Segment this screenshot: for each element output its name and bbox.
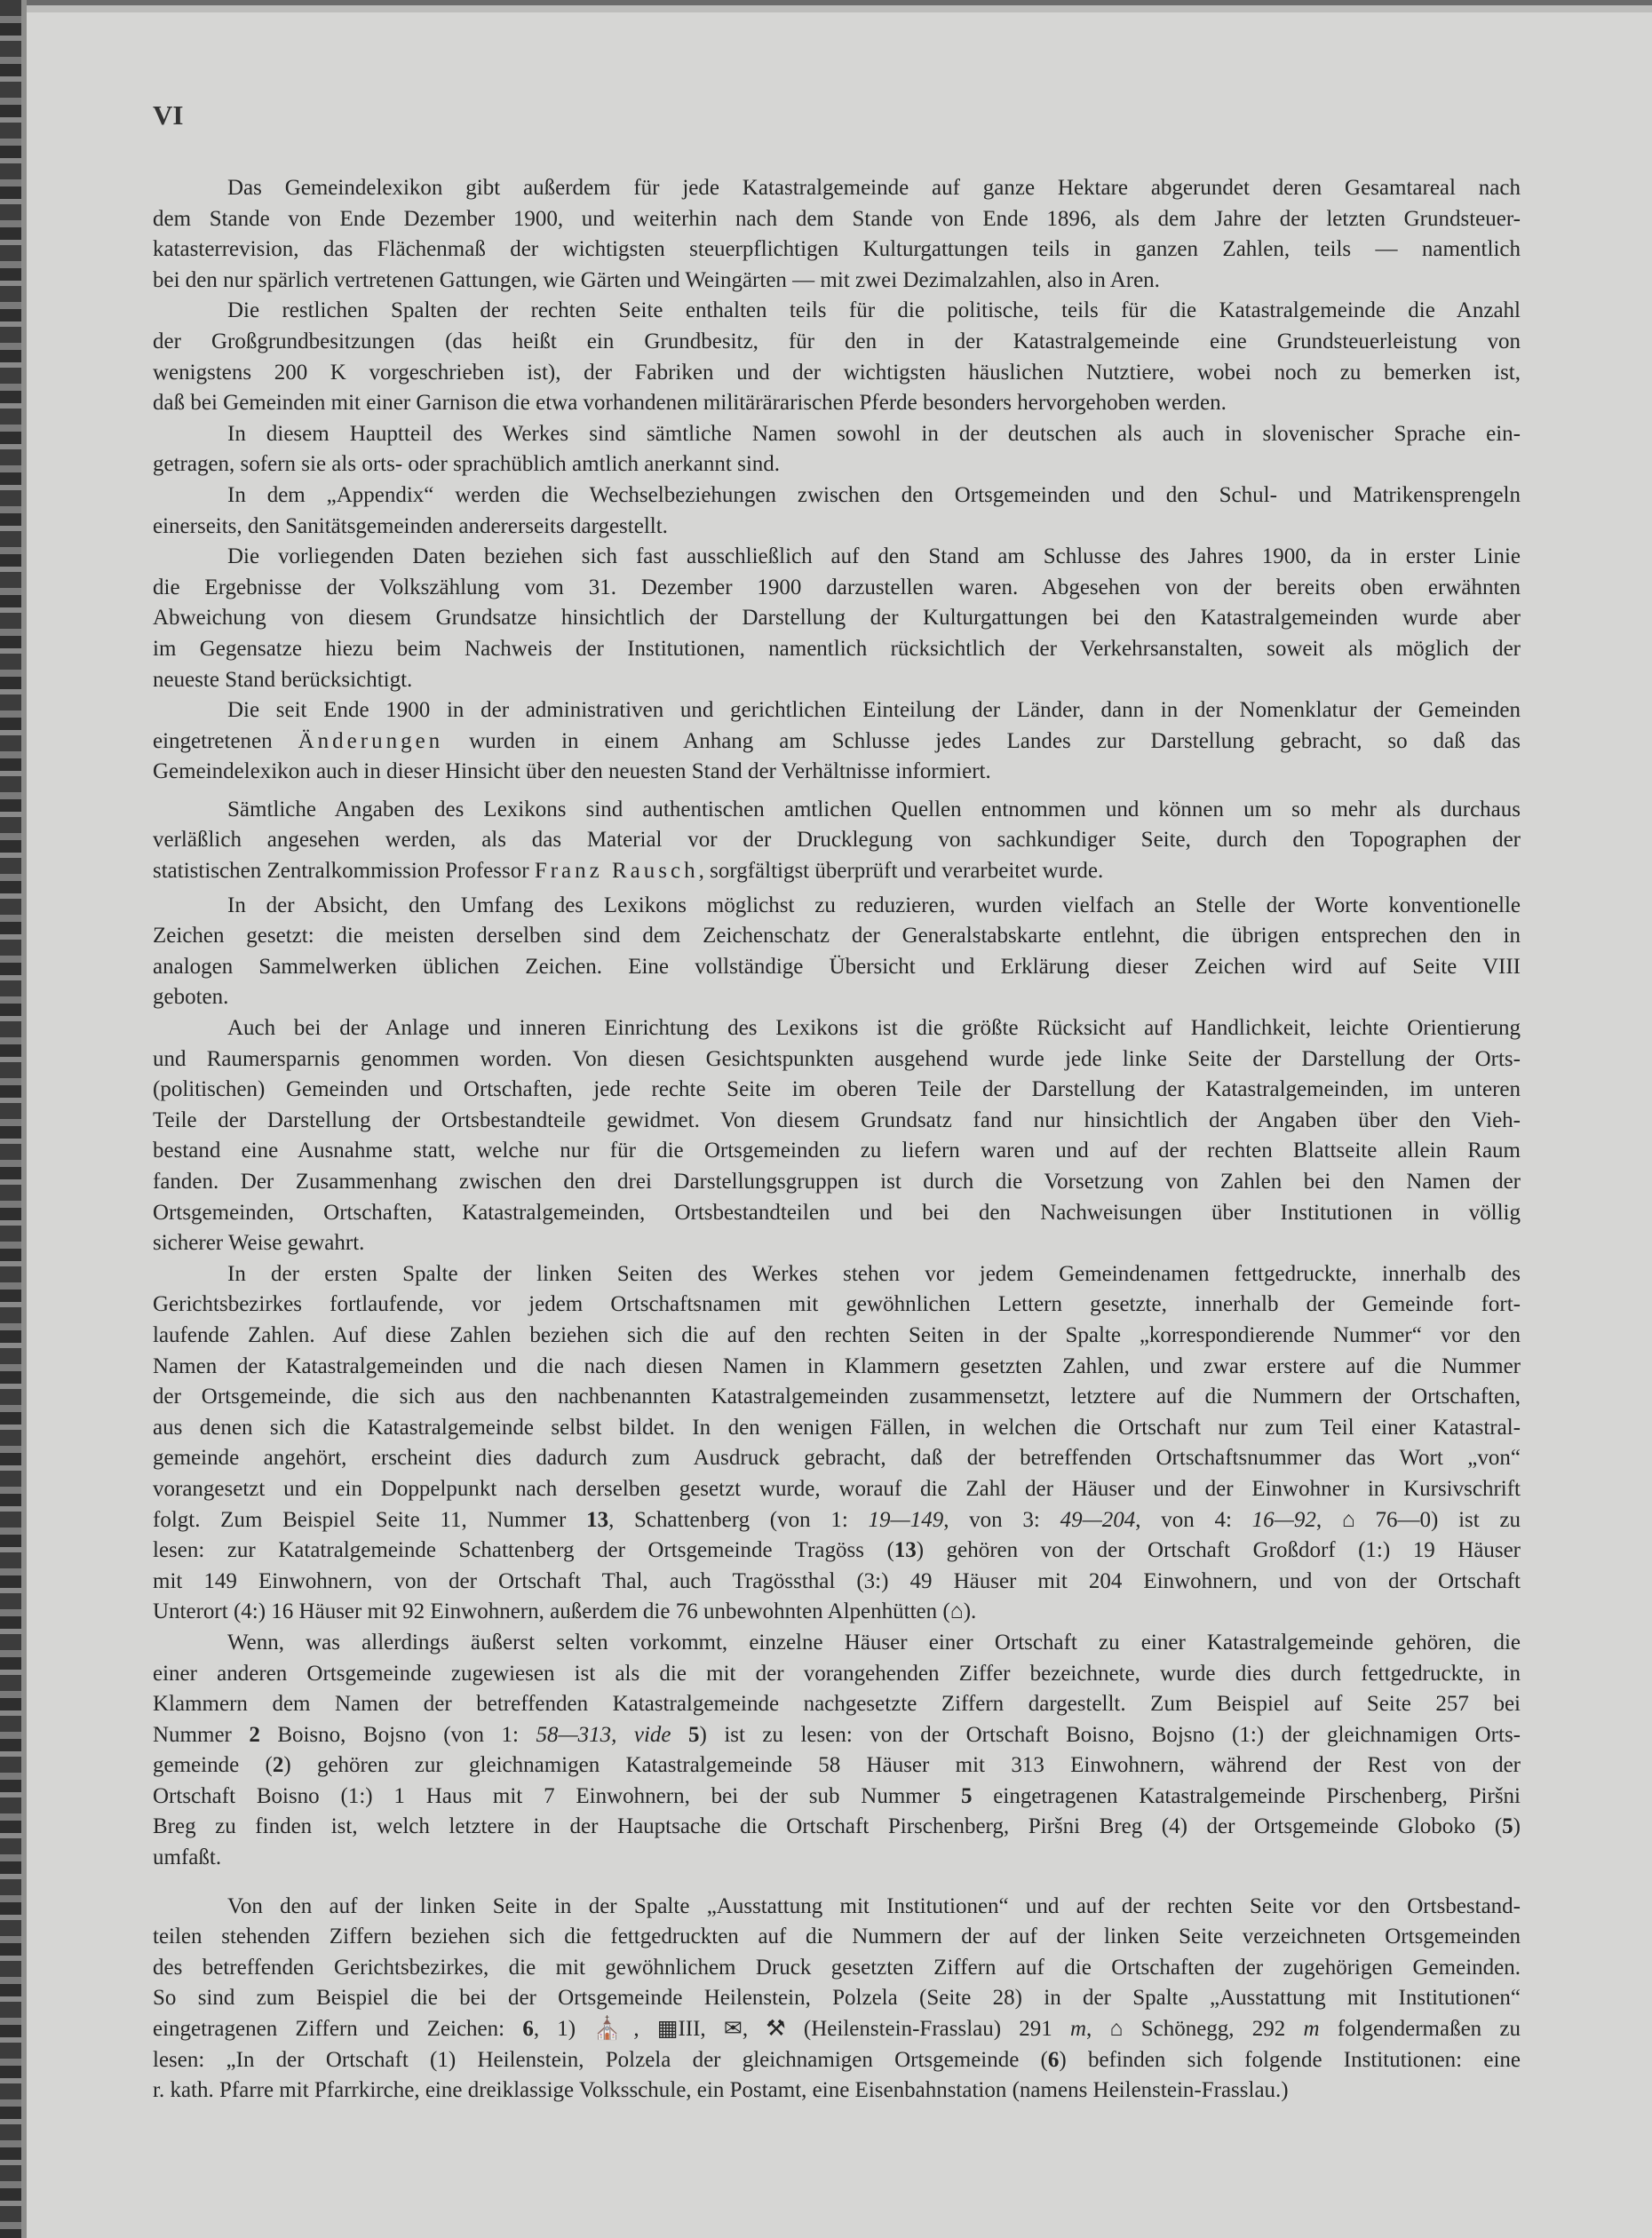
text-run: lesen: „In der Ortschaft (1) Heilenstein, Polzela der gleichnamigen Ortsgemeinde ( xyxy=(153,2047,1048,2072)
text-line: In diesem Hauptteil des Werkes sind sämtliche Namen sowohl in der deutschen als auch in slovenischer Sprache ein- xyxy=(227,421,1521,446)
text-line: katasterrevision, das Flächenmaß der wichtigsten steuerpflichtigen Kulturgattungen teils in ganzen Zahlen, teils — namentlich xyxy=(153,237,1521,262)
text-run: Ortschaft Boisno (1:) 1 Haus mit 7 Einwohnern, bei der sub Nummer xyxy=(153,1783,961,1808)
text-line: Die seit Ende 1900 in der administrativen und gerichtlichen Einteilung der Länder, dann in der Nomenklatur der Gemeinden xyxy=(227,698,1521,723)
text-line: des betreffenden Gerichtsbezirkes, die mit gewöhnlichem Druck gesetzten Ziffern auf die Ortschaften der zugehörigen Gemeinden. xyxy=(153,1955,1521,1980)
text-line: laufende Zahlen. Auf diese Zahlen beziehen sich die auf den rechten Seiten in der Spalte „korrespondierende Nummer“ vor den xyxy=(153,1322,1521,1347)
text-line: Teile der Darstellung der Ortsbestandteile gewidmet. Von diesem Grundsatz fand nur hinsichtlich der Angaben über den Vieh- xyxy=(153,1107,1521,1132)
bold-text: 6 xyxy=(1047,2047,1060,2072)
italic-text: 16—92 xyxy=(1251,1507,1316,1532)
bold-text: 13 xyxy=(894,1538,917,1563)
italic-text: m xyxy=(1069,2017,1087,2042)
text-run: eingetragenen Katastralgemeinde Pirschenberg, Piršni xyxy=(972,1783,1521,1808)
text-line xyxy=(153,1720,1521,1751)
paragraph xyxy=(153,296,1521,418)
bold-text: 5 xyxy=(688,1722,700,1747)
text-line: Gemeindelexikon auch in dieser Hinsicht über den neuesten Stand der Verhältnisse informiert. xyxy=(153,759,991,784)
text-line: teilen stehenden Ziffern beziehen sich die fettgedruckten auf die Nummern der auf der linken Seite verzeichneten Ortsgemeinden xyxy=(153,1925,1521,1949)
paragraph xyxy=(153,1259,1521,1628)
text-run: folgendermaßen zu xyxy=(1319,2017,1521,2042)
text-run: folgt. Zum Beispiel Seite 11, Nummer xyxy=(153,1507,587,1532)
text-line: getragen, sofern sie als orts- oder sprachüblich amtlich anerkannt sind. xyxy=(153,452,781,477)
spaced-text: Änderungen xyxy=(298,728,444,753)
text-run: eingetretenen xyxy=(153,728,298,753)
text-line: im Gegensatze hiezu beim Nachweis der Institutionen, namentlich rücksichtlich der Verkehrsanstalten, soweit als möglich der xyxy=(153,636,1521,661)
bold-text: 5 xyxy=(1502,1814,1513,1839)
text-run: , von 4: xyxy=(1135,1507,1252,1532)
text-line: verläßlich angesehen werden, als das Material vor der Drucklegung von sachkundiger Seite, durch den Topographen der xyxy=(153,828,1521,853)
page-number: VI xyxy=(153,99,184,131)
text-run: statistischen Zentralkommission Professor xyxy=(153,859,535,884)
text-run: Nummer xyxy=(153,1722,250,1747)
text-run: ) gehören zur gleichnamigen Katastralgemeinde 58 Häuser mit 313 Einwohnern, während der Rest von der xyxy=(283,1753,1521,1778)
text-line: Wenn, was allerdings äußerst selten vorkommt, einzelne Häuser einer Ortschaft zu einer Katastralgemeinde gehören, die xyxy=(227,1630,1521,1655)
paragraph xyxy=(153,1013,1521,1259)
text-line: einer anderen Ortsgemeinde zugewiesen ist als die mit der vorangehenden Ziffer bezeichnete, wurde dies durch fettgedruckte, in xyxy=(153,1661,1521,1686)
body-text xyxy=(153,173,1521,2107)
text-line: wenigstens 200 K vorgeschrieben ist), der Fabriken und der wichtigsten häuslichen Nutztiere, wobei noch zu bemerken ist, xyxy=(153,360,1521,385)
bold-text: 2 xyxy=(272,1753,284,1778)
text-run: ) xyxy=(1513,1814,1521,1839)
text-run: ) ist zu lesen: von der Ortschaft Boisno, Bojsno (1:) der gleichnamigen Orts- xyxy=(699,1722,1521,1747)
text-line: In der Absicht, den Umfang des Lexikons möglichst zu reduzieren, wurden vielfach an Stelle der Worte konventionelle xyxy=(227,893,1521,917)
text-line: gemeinde angehört, erscheint dies dadurch zum Ausdruck gebracht, daß der betreffenden Ortschaftsnummer das Wort „von“ xyxy=(153,1446,1521,1471)
text-line xyxy=(153,1782,1521,1813)
text-line: mit 149 Einwohnern, von der Ortschaft Thal, auch Tragössthal (3:) 49 Häuser mit 204 Einwohnern, und von der Ortschaft xyxy=(153,1568,1521,1593)
text-line: Gerichtsbezirkes fortlaufende, vor jedem Ortschaftsnamen mit gewöhnlichen Lettern gesetzte, innerhalb der Gemeinde fort- xyxy=(153,1292,1521,1317)
text-run: , Schattenberg (von 1: xyxy=(608,1507,869,1532)
text-line: Unterort (4:) 16 Häuser mit 92 Einwohnern, außerdem die 76 unbewohnten Alpenhütten (⌂). xyxy=(153,1599,977,1624)
text-line: Namen der Katastralgemeinden und die nach diesen Namen in Klammern gesetzten Zahlen, und zwar erstere auf die Nummer xyxy=(153,1353,1521,1378)
paragraph xyxy=(153,795,1521,887)
text-line: bestand eine Ausnahme statt, welche nur für die Ortsgemeinden zu liefern waren und auf der rechten Blattseite allein Raum xyxy=(153,1139,1521,1163)
text-line: fanden. Der Zusammenhang zwischen den drei Darstellungsgruppen ist durch die Vorsetzung von Zahlen bei den Namen der xyxy=(153,1170,1521,1194)
text-line: daß bei Gemeinden mit einer Garnison die etwa vorhandenen militärärarischen Pferde besonders hervorgehoben werden. xyxy=(153,391,1227,416)
text-line: der Großgrundbesitzungen (das heißt ein Grundbesitz, für den in der Katastralgemeinde eine Grundsteuerleistung von xyxy=(153,329,1521,353)
paragraph xyxy=(153,419,1521,480)
text-line: (politischen) Gemeinden und Ortschaften, jede rechte Seite im oberen Teile der Darstellung der Katastralgemeinden, im unteren xyxy=(153,1077,1521,1102)
text-line: vorangesetzt und ein Doppelpunkt nach derselben gesetzt wurde, worauf die Zahl der Häuser und der Einwohner in Kursivschrift xyxy=(153,1476,1521,1501)
text-line: neueste Stand berücksichtigt. xyxy=(153,667,413,692)
bold-text: 5 xyxy=(960,1783,973,1808)
bold-text: 6 xyxy=(522,2017,534,2042)
text-line: Die restlichen Spalten der rechten Seite enthalten teils für die politische, teils für die Katastralgemeinde die Anzahl xyxy=(227,298,1521,323)
text-line: sicherer Weise gewahrt. xyxy=(153,1231,365,1256)
text-run: lesen: zur Katatralgemeinde Schattenberg der Ortsgemeinde Tragöss ( xyxy=(153,1538,894,1563)
spaced-text: Franz Rausch xyxy=(534,859,699,884)
text-run: ) befinden sich folgende Institutionen: eine xyxy=(1059,2047,1521,2072)
text-line xyxy=(153,1812,1521,1843)
italic-text: 19—149 xyxy=(868,1507,944,1532)
paragraph xyxy=(153,542,1521,695)
text-line: So sind zum Beispiel die bei der Ortsgemeinde Heilenstein, Polzela (Seite 28) in der Spalte „Ausstattung mit Institutionen“ xyxy=(153,1986,1521,2011)
text-line: umfaßt. xyxy=(153,1845,222,1870)
text-run: , ⌂ Schönegg, 292 xyxy=(1086,2017,1304,2042)
text-line: Ortsgemeinden, Ortschaften, Katastralgemeinden, Ortsbestandteilen und bei den Nachweisungen über Institutionen in völlig xyxy=(153,1200,1521,1225)
text-line: die Ergebnisse der Volkszählung vom 31. Dezember 1900 darzustellen waren. Abgesehen von der bereits oben erwähnten xyxy=(153,575,1521,599)
paragraph xyxy=(153,1628,1521,1874)
bold-text: 2 xyxy=(249,1722,260,1747)
text-line: Abweichung von diesem Grundsatze hinsichtlich der Darstellung der Kulturgattungen bei den Katastralgemeinden wurde aber xyxy=(153,606,1521,631)
text-line xyxy=(153,2045,1521,2076)
text-run: , sorgfältigst überprüft und verarbeitet wurde. xyxy=(698,859,1104,884)
text-line xyxy=(153,856,1521,887)
text-line: In dem „Appendix“ werden die Wechselbeziehungen zwischen den Ortsgemeinden und den Schul- und Matrikensprengeln xyxy=(227,482,1521,507)
text-line: In der ersten Spalte der linken Seiten des Werkes stehen vor jedem Gemeindenamen fettgedruckte, innerhalb des xyxy=(227,1261,1521,1286)
text-line xyxy=(153,1750,1521,1782)
paragraph xyxy=(153,891,1521,1013)
text-run: , von 3: xyxy=(943,1507,1060,1532)
scan-top-shadow xyxy=(27,5,1652,12)
text-run: Breg zu finden ist, welch letztere in der Hauptsache die Ortschaft Pirschenberg, Piršni Breg (4) der Ortsgemeinde Globoko ( xyxy=(153,1814,1503,1839)
text-run: , ⌂ 76—0) ist zu xyxy=(1315,1507,1521,1532)
italic-text: 58—313, vide xyxy=(536,1722,671,1747)
text-line: und Raumersparnis genommen worden. Von diesen Gesichtspunkten ausgehend wurde jede linke Seite der Darstellung der Orts- xyxy=(153,1046,1521,1071)
text-run: , 1) ⛪, ▦III, ✉, ⚒ (Heilenstein-Frasslau) 291 xyxy=(533,2017,1070,2042)
paragraph xyxy=(153,480,1521,542)
text-line: Das Gemeindelexikon gibt außerdem für jede Katastralgemeinde auf ganze Hektare abgerundet deren Gesamtareal nach xyxy=(227,176,1521,200)
text-line: Zeichen gesetzt: die meisten derselben sind dem Zeichenschatz der Generalstabskarte entlehnt, die übrigen entsprechen den in xyxy=(153,924,1521,948)
binding-border xyxy=(21,0,27,2238)
text-line: analogen Sammelwerken üblichen Zeichen. Eine vollständige Übersicht und Erklärung dieser Zeichen wird auf Seite VIII xyxy=(153,954,1521,979)
text-line: einerseits, den Sanitätsgemeinden andererseits dargestellt. xyxy=(153,513,668,538)
italic-text: m xyxy=(1303,2017,1320,2042)
text-line: der Ortsgemeinde, die sich aus den nachbenannten Katastralgemeinden zusammensetzt, letztere auf die Nummern der Ortschaften, xyxy=(153,1385,1521,1409)
bold-text: 13 xyxy=(586,1507,609,1532)
italic-text: 49—204 xyxy=(1060,1507,1136,1532)
book-binding-edge xyxy=(0,0,21,2238)
text-line: Sämtliche Angaben des Lexikons sind authentischen amtlichen Quellen entnommen und können um so mehr als durchaus xyxy=(227,797,1521,821)
text-line: Klammern dem Namen der betreffenden Katastralgemeinde nachgesetzte Ziffern dargestellt. Zum Beispiel auf Seite 257 bei xyxy=(153,1692,1521,1717)
text-run: gemeinde ( xyxy=(153,1753,273,1778)
text-run xyxy=(671,1723,688,1747)
paragraph xyxy=(153,695,1521,788)
text-line: Die vorliegenden Daten beziehen sich fast ausschließlich auf den Stand am Schlusse des Jahres 1900, da in erster Linie xyxy=(227,544,1521,569)
paragraph xyxy=(153,173,1521,296)
text-line: Auch bei der Anlage und inneren Einrichtung des Lexikons ist die größte Rücksicht auf Handlichkeit, leichte Orientierung xyxy=(227,1016,1521,1041)
paragraph xyxy=(153,1892,1521,2107)
text-run: ) gehören von der Ortschaft Großdorf (1:) 19 Häuser xyxy=(916,1538,1521,1563)
text-line: dem Stande von Ende Dezember 1900, und weiterhin nach dem Stande von Ende 1896, als dem Jahre der letzten Grundsteuer- xyxy=(153,206,1521,231)
text-line xyxy=(153,1505,1521,1536)
text-line: Von den auf der linken Seite in der Spalte „Ausstattung mit Institutionen“ und auf der rechten Seite vor den Ortsbestand- xyxy=(227,1893,1521,1918)
text-line xyxy=(153,2014,1521,2045)
text-run: eingetragenen Ziffern und Zeichen: xyxy=(153,2017,523,2042)
text-line xyxy=(153,726,1521,758)
text-line xyxy=(153,1536,1521,1567)
text-line: r. kath. Pfarre mit Pfarrkirche, eine dreiklassige Volksschule, ein Postamt, eine Eisenbahnstation (namens Heilenstein-Frasslau.) xyxy=(153,2078,1289,2103)
text-line: geboten. xyxy=(153,985,229,1010)
text-line: bei den nur spärlich vertretenen Gattungen, wie Gärten und Weingärten — mit zwei Dezimalzahlen, also in Aren. xyxy=(153,267,1160,292)
text-run: wurden in einem Anhang am Schlusse jedes Landes zur Darstellung gebracht, so daß das xyxy=(443,728,1521,753)
text-line: aus denen sich die Katastralgemeinde selbst bildet. In den wenigen Fällen, in welchen die Ortschaft nur zum Teil einer Katastral- xyxy=(153,1415,1521,1440)
text-run: Boisno, Bojsno (von 1: xyxy=(259,1722,536,1747)
